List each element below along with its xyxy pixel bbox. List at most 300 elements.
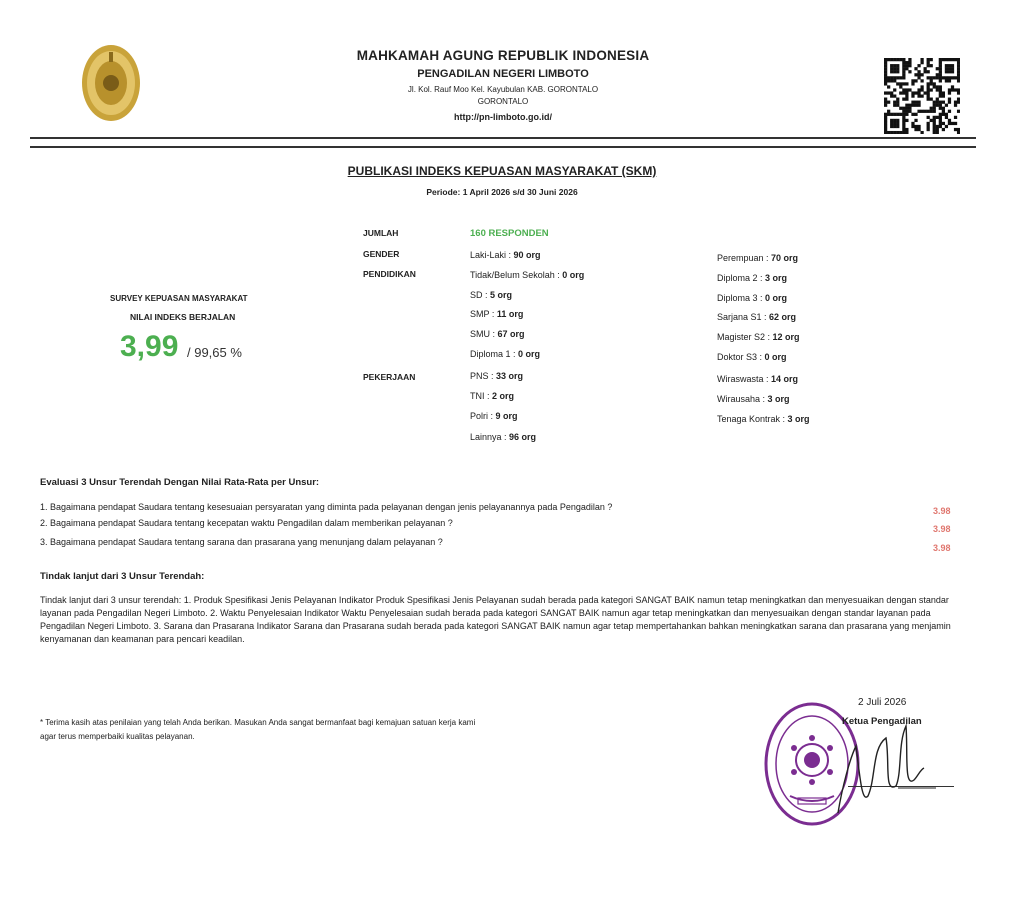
qr-module (914, 101, 917, 104)
qr-module (890, 67, 893, 70)
qr-module (936, 73, 939, 76)
qr-module (896, 58, 899, 61)
qr-module (896, 119, 899, 122)
qr-module (927, 128, 930, 131)
qr-module (927, 76, 930, 79)
qr-module (927, 88, 930, 91)
qr-module (948, 76, 951, 79)
qr-module (920, 85, 923, 88)
qr-module (924, 110, 927, 113)
qr-module (939, 122, 942, 125)
qr-module (908, 88, 911, 91)
qr-module (911, 91, 914, 94)
qr-module (893, 70, 896, 73)
qr-module (954, 128, 957, 131)
qr-module (957, 79, 960, 82)
evaluation-question: 2. Bagaimana pendapat Saudara tentang kecepatan waktu Pengadilan dalam memberikan pelayanan ? (40, 518, 453, 528)
qr-module (917, 73, 920, 76)
qr-module (945, 64, 948, 67)
qr-module (951, 64, 954, 67)
qr-module (939, 85, 942, 88)
qr-module (899, 107, 902, 110)
qr-module (945, 104, 948, 107)
qr-module (902, 70, 905, 73)
qr-module (911, 113, 914, 116)
qr-module (908, 70, 911, 73)
qr-module (942, 128, 945, 131)
qr-module (884, 76, 887, 79)
qr-module (908, 110, 911, 113)
qr-module (914, 104, 917, 107)
court-name: MAHKAMAH AGUNG REPUBLIK INDONESIA (356, 48, 650, 63)
qr-module (933, 101, 936, 104)
qr-module (911, 101, 914, 104)
evaluation-question: 1. Bagaimana pendapat Saudara tentang kesesuaian persyaratan yang diminta pada pelayanan dengan jenis pelayanannya pada Pengadilan ? (40, 502, 613, 512)
qr-module (911, 94, 914, 97)
qr-module (908, 61, 911, 64)
qr-module (905, 107, 908, 110)
qr-module (917, 101, 920, 104)
qr-module (890, 94, 893, 97)
qr-module (939, 113, 942, 116)
qr-module (887, 58, 890, 61)
qr-module (957, 64, 960, 67)
qr-module (902, 91, 905, 94)
qr-module (942, 122, 945, 125)
qr-module (887, 101, 890, 104)
qr-module (920, 61, 923, 64)
qr-module (936, 116, 939, 119)
qr-module (905, 128, 908, 131)
qr-module (887, 91, 890, 94)
qr-module (933, 128, 936, 131)
address-line-2: GORONTALO (477, 97, 529, 106)
qr-module (945, 58, 948, 61)
website-link[interactable]: http://pn-limboto.go.id/ (454, 112, 552, 122)
qr-module (954, 116, 957, 119)
qr-module (948, 110, 951, 113)
qr-module (954, 58, 957, 61)
qr-module (936, 101, 939, 104)
qr-module (930, 64, 933, 67)
qr-module (957, 98, 960, 101)
qr-module (930, 110, 933, 113)
stat-item: Laki-Laki : 90 org (470, 250, 541, 260)
qr-module (957, 70, 960, 73)
qr-module (893, 113, 896, 116)
qr-module (957, 61, 960, 64)
qr-module (948, 79, 951, 82)
qr-module (890, 79, 893, 82)
qr-module (902, 119, 905, 122)
qr-module (927, 85, 930, 88)
qr-module (927, 58, 930, 61)
qr-module (948, 101, 951, 104)
qr-module (902, 128, 905, 131)
qr-module (902, 125, 905, 128)
qr-module (890, 76, 893, 79)
qr-module (893, 76, 896, 79)
index-label: NILAI INDEKS BERJALAN (130, 312, 236, 322)
qr-module (939, 91, 942, 94)
period: Periode: 1 April 2026 s/d 30 Juni 2026 (426, 187, 578, 197)
qr-module (884, 128, 887, 131)
qr-module (902, 122, 905, 125)
qr-module (887, 131, 890, 134)
qr-module (905, 98, 908, 101)
jumlah-value: 160 RESPONDEN (470, 228, 549, 239)
qr-module (887, 79, 890, 82)
qr-module (893, 94, 896, 97)
qr-module (911, 79, 914, 82)
qr-module (933, 76, 936, 79)
qr-module (905, 113, 908, 116)
qr-module (917, 125, 920, 128)
qr-module (893, 122, 896, 125)
qr-module (896, 82, 899, 85)
qr-module (933, 82, 936, 85)
qr-module (914, 128, 917, 131)
qr-module (896, 104, 899, 107)
qr-module (936, 76, 939, 79)
qr-module (905, 82, 908, 85)
qr-module (884, 79, 887, 82)
qr-module (902, 64, 905, 67)
stat-item: TNI : 2 org (470, 391, 515, 401)
qr-module (951, 58, 954, 61)
qr-module (902, 113, 905, 116)
qr-module (927, 91, 930, 94)
qr-module (948, 119, 951, 122)
qr-module (942, 76, 945, 79)
stat-item: Tidak/Belum Sekolah : 0 org (470, 270, 585, 280)
qr-module (902, 116, 905, 119)
qr-module (908, 64, 911, 67)
qr-module (914, 67, 917, 70)
qr-module (896, 76, 899, 79)
qr-module (884, 98, 887, 101)
qr-module (893, 125, 896, 128)
qr-module (951, 76, 954, 79)
qr-module (905, 64, 908, 67)
qr-module (942, 91, 945, 94)
qr-module (924, 70, 927, 73)
qr-module (893, 104, 896, 107)
qr-module (899, 131, 902, 134)
qr-module (917, 128, 920, 131)
qr-module (945, 67, 948, 70)
qr-module (927, 70, 930, 73)
qr-module (948, 70, 951, 73)
qr-module (930, 76, 933, 79)
gender-label: GENDER (363, 249, 400, 259)
qr-module (957, 131, 960, 134)
qr-module (930, 58, 933, 61)
qr-module (957, 91, 960, 94)
stat-item: Wiraswasta : 14 org (717, 374, 799, 384)
signature-date: 2 Juli 2026 (858, 697, 907, 708)
qr-module (927, 110, 930, 113)
qr-module (939, 88, 942, 91)
qr-module (884, 73, 887, 76)
qr-module (954, 122, 957, 125)
qr-module (939, 67, 942, 70)
qr-module (957, 101, 960, 104)
qr-module (905, 91, 908, 94)
qr-module (927, 61, 930, 64)
qr-module (942, 107, 945, 110)
qr-module (896, 122, 899, 125)
qr-module (917, 104, 920, 107)
stat-item: Diploma 1 : 0 org (470, 349, 541, 359)
qr-module (936, 98, 939, 101)
signatory-role: Ketua Pengadilan (842, 716, 922, 727)
letterhead (300, 48, 706, 122)
qr-module (902, 82, 905, 85)
qr-module (908, 104, 911, 107)
handwritten-signature (836, 718, 956, 818)
qr-module (930, 82, 933, 85)
qr-module (933, 131, 936, 134)
qr-module (890, 64, 893, 67)
qr-module (911, 122, 914, 125)
qr-module (951, 70, 954, 73)
qr-module (924, 67, 927, 70)
qr-module (920, 131, 923, 134)
survey-label: SURVEY KEPUASAN MASYARAKAT (110, 294, 248, 303)
qr-module (948, 88, 951, 91)
qr-module (884, 70, 887, 73)
qr-module (902, 58, 905, 61)
qr-module (957, 76, 960, 79)
qr-module (936, 88, 939, 91)
qr-module (930, 79, 933, 82)
qr-module (905, 119, 908, 122)
qr-module (920, 73, 923, 76)
office-name: PENGADILAN NEGERI LIMBOTO (417, 68, 589, 80)
qr-module (939, 61, 942, 64)
qr-module (917, 76, 920, 79)
qr-module (939, 104, 942, 107)
qr-module (905, 94, 908, 97)
qr-module (930, 119, 933, 122)
qr-module (917, 64, 920, 67)
qr-module (954, 88, 957, 91)
qr-module (927, 116, 930, 119)
qr-module (917, 94, 920, 97)
qr-module (902, 76, 905, 79)
qr-module (933, 119, 936, 122)
thank-you-note: * Terima kasih atas penilaian yang telah Anda berikan. Masukan Anda sangat bermanfaat bagi kemajuan satuan kerja kami agar terus memperbaiki kualitas pelayanan. (40, 718, 476, 741)
qr-module (924, 91, 927, 94)
index-percent: / 99,65 % (187, 345, 242, 360)
qr-module (933, 122, 936, 125)
stat-item: Polri : 9 org (470, 411, 518, 421)
qr-module (945, 70, 948, 73)
court-emblem-logo (80, 42, 142, 124)
qr-module (951, 67, 954, 70)
qr-module (884, 131, 887, 134)
address-line-1: Jl. Kol. Rauf Moo Kel. Kayubulan KAB. GORONTALO (407, 85, 599, 94)
qr-module (945, 79, 948, 82)
qr-module (939, 94, 942, 97)
qr-module (927, 64, 930, 67)
qr-module (896, 98, 899, 101)
qr-module (890, 70, 893, 73)
qr-module (948, 58, 951, 61)
qr-module (914, 113, 917, 116)
qr-module (942, 113, 945, 116)
evaluation-question: 3. Bagaimana pendapat Saudara tentang sarana dan prasarana yang menunjang dalam pelayanan ? (40, 537, 443, 547)
qr-module (905, 67, 908, 70)
qr-module (936, 104, 939, 107)
qr-module (942, 94, 945, 97)
qr-module (939, 58, 942, 61)
jumlah-label: JUMLAH (363, 228, 399, 238)
qr-module (893, 131, 896, 134)
qr-module (951, 122, 954, 125)
qr-module (945, 125, 948, 128)
qr-module (890, 125, 893, 128)
qr-module (902, 67, 905, 70)
qr-module (890, 122, 893, 125)
qr-module (939, 70, 942, 73)
evaluation-score: 3.98 (933, 543, 951, 553)
qr-module (905, 88, 908, 91)
header-rule (30, 137, 976, 139)
stat-item: Diploma 2 : 3 org (717, 273, 788, 283)
stat-item: Wirausaha : 3 org (717, 394, 790, 404)
qr-module (930, 107, 933, 110)
qr-module (930, 88, 933, 91)
stat-item: SMP : 11 org (470, 309, 524, 319)
qr-module (905, 131, 908, 134)
qr-module (933, 85, 936, 88)
qr-module (887, 76, 890, 79)
qr-module (884, 113, 887, 116)
qr-module (899, 91, 902, 94)
qr-module (927, 122, 930, 125)
qr-module (933, 116, 936, 119)
stat-item: Perempuan : 70 org (717, 253, 799, 263)
qr-module (890, 58, 893, 61)
qr-module (920, 88, 923, 91)
qr-module (942, 101, 945, 104)
qr-module (939, 76, 942, 79)
qr-module (936, 67, 939, 70)
qr-module (884, 61, 887, 64)
qr-module (957, 110, 960, 113)
qr-module (890, 113, 893, 116)
qr-module (884, 119, 887, 122)
stat-item: SMU : 67 org (470, 329, 525, 339)
qr-module (896, 113, 899, 116)
qr-module (957, 58, 960, 61)
qr-module (911, 125, 914, 128)
qr-module (936, 125, 939, 128)
qr-module (936, 131, 939, 134)
qr-module (957, 88, 960, 91)
stat-item: PNS : 33 org (470, 371, 524, 381)
qr-module (905, 104, 908, 107)
qr-module (927, 82, 930, 85)
qr-module (951, 85, 954, 88)
qr-module (957, 73, 960, 76)
qr-module (917, 70, 920, 73)
qr-module (896, 70, 899, 73)
qr-module (933, 125, 936, 128)
qr-module (920, 110, 923, 113)
qr-module (899, 85, 902, 88)
qr-module (939, 107, 942, 110)
qr-module (945, 116, 948, 119)
qr-module (927, 125, 930, 128)
qr-module (948, 64, 951, 67)
qr-module (884, 91, 887, 94)
qr-module (902, 61, 905, 64)
followup-heading: Tindak lanjut dari 3 Unsur Terendah: (40, 571, 205, 582)
qr-module (948, 122, 951, 125)
pekerjaan-label: PEKERJAAN (363, 372, 416, 382)
qr-module (914, 79, 917, 82)
qr-module (948, 91, 951, 94)
qr-module (902, 131, 905, 134)
qr-module (884, 64, 887, 67)
qr-module (936, 128, 939, 131)
qr-module (911, 82, 914, 85)
qr-module (917, 88, 920, 91)
qr-module (930, 98, 933, 101)
qr-module (887, 110, 890, 113)
qr-module (936, 85, 939, 88)
qr-module (911, 104, 914, 107)
qr-module (905, 110, 908, 113)
qr-module (920, 79, 923, 82)
qr-module (920, 58, 923, 61)
qr-module (914, 125, 917, 128)
qr-module (884, 116, 887, 119)
qr-module (896, 125, 899, 128)
qr-module (899, 76, 902, 79)
qr-module (957, 67, 960, 70)
followup-body: Tindak lanjut dari 3 unsur terendah: 1. Produk Spesifikasi Jenis Pelayanan Indikator Produk Spesifikasi Jenis Pelayanan sudah berada pada kategori SANGAT BAIK namun tetap meningkatkan dan menyesuaikan dengan standar layanan pada Pengadilan Negeri Limboto. 2. Waktu Penyelesaian Indikator Waktu Penyelesaian sudah berada pada kategori SANGAT BAIK namun agar tetap meningkatkan dan menyesuaikan dengan standar layanan pada Pengadilan Negeri Limboto. 3. Sarana dan Prasarana Indikator Sarana dan Prasarana sudah berada pada kategori SANGAT BAIK namun agar tetap mempertahankan bahkan meningkatkan sarana dan prasarana yang menjamin kenyamanan dan keamanan para pencari keadilan. (40, 595, 951, 644)
qr-module (902, 98, 905, 101)
qr-module (884, 104, 887, 107)
stat-item: SD : 5 org (470, 290, 513, 300)
qr-module (890, 131, 893, 134)
qr-module (902, 88, 905, 91)
qr-module (893, 101, 896, 104)
qr-module (893, 119, 896, 122)
qr-module (890, 91, 893, 94)
qr-module (914, 91, 917, 94)
qr-module (948, 98, 951, 101)
header-rule-2 (30, 146, 976, 148)
qr-module (945, 113, 948, 116)
qr-module (890, 119, 893, 122)
qr-module (902, 73, 905, 76)
qr-module (917, 110, 920, 113)
qr-module (896, 67, 899, 70)
qr-module (954, 76, 957, 79)
qr-module (884, 67, 887, 70)
stat-item: Magister S2 : 12 org (717, 332, 800, 342)
qr-module (902, 110, 905, 113)
qr-module (951, 88, 954, 91)
qr-module (905, 61, 908, 64)
qr-module (896, 131, 899, 134)
qr-module (939, 64, 942, 67)
